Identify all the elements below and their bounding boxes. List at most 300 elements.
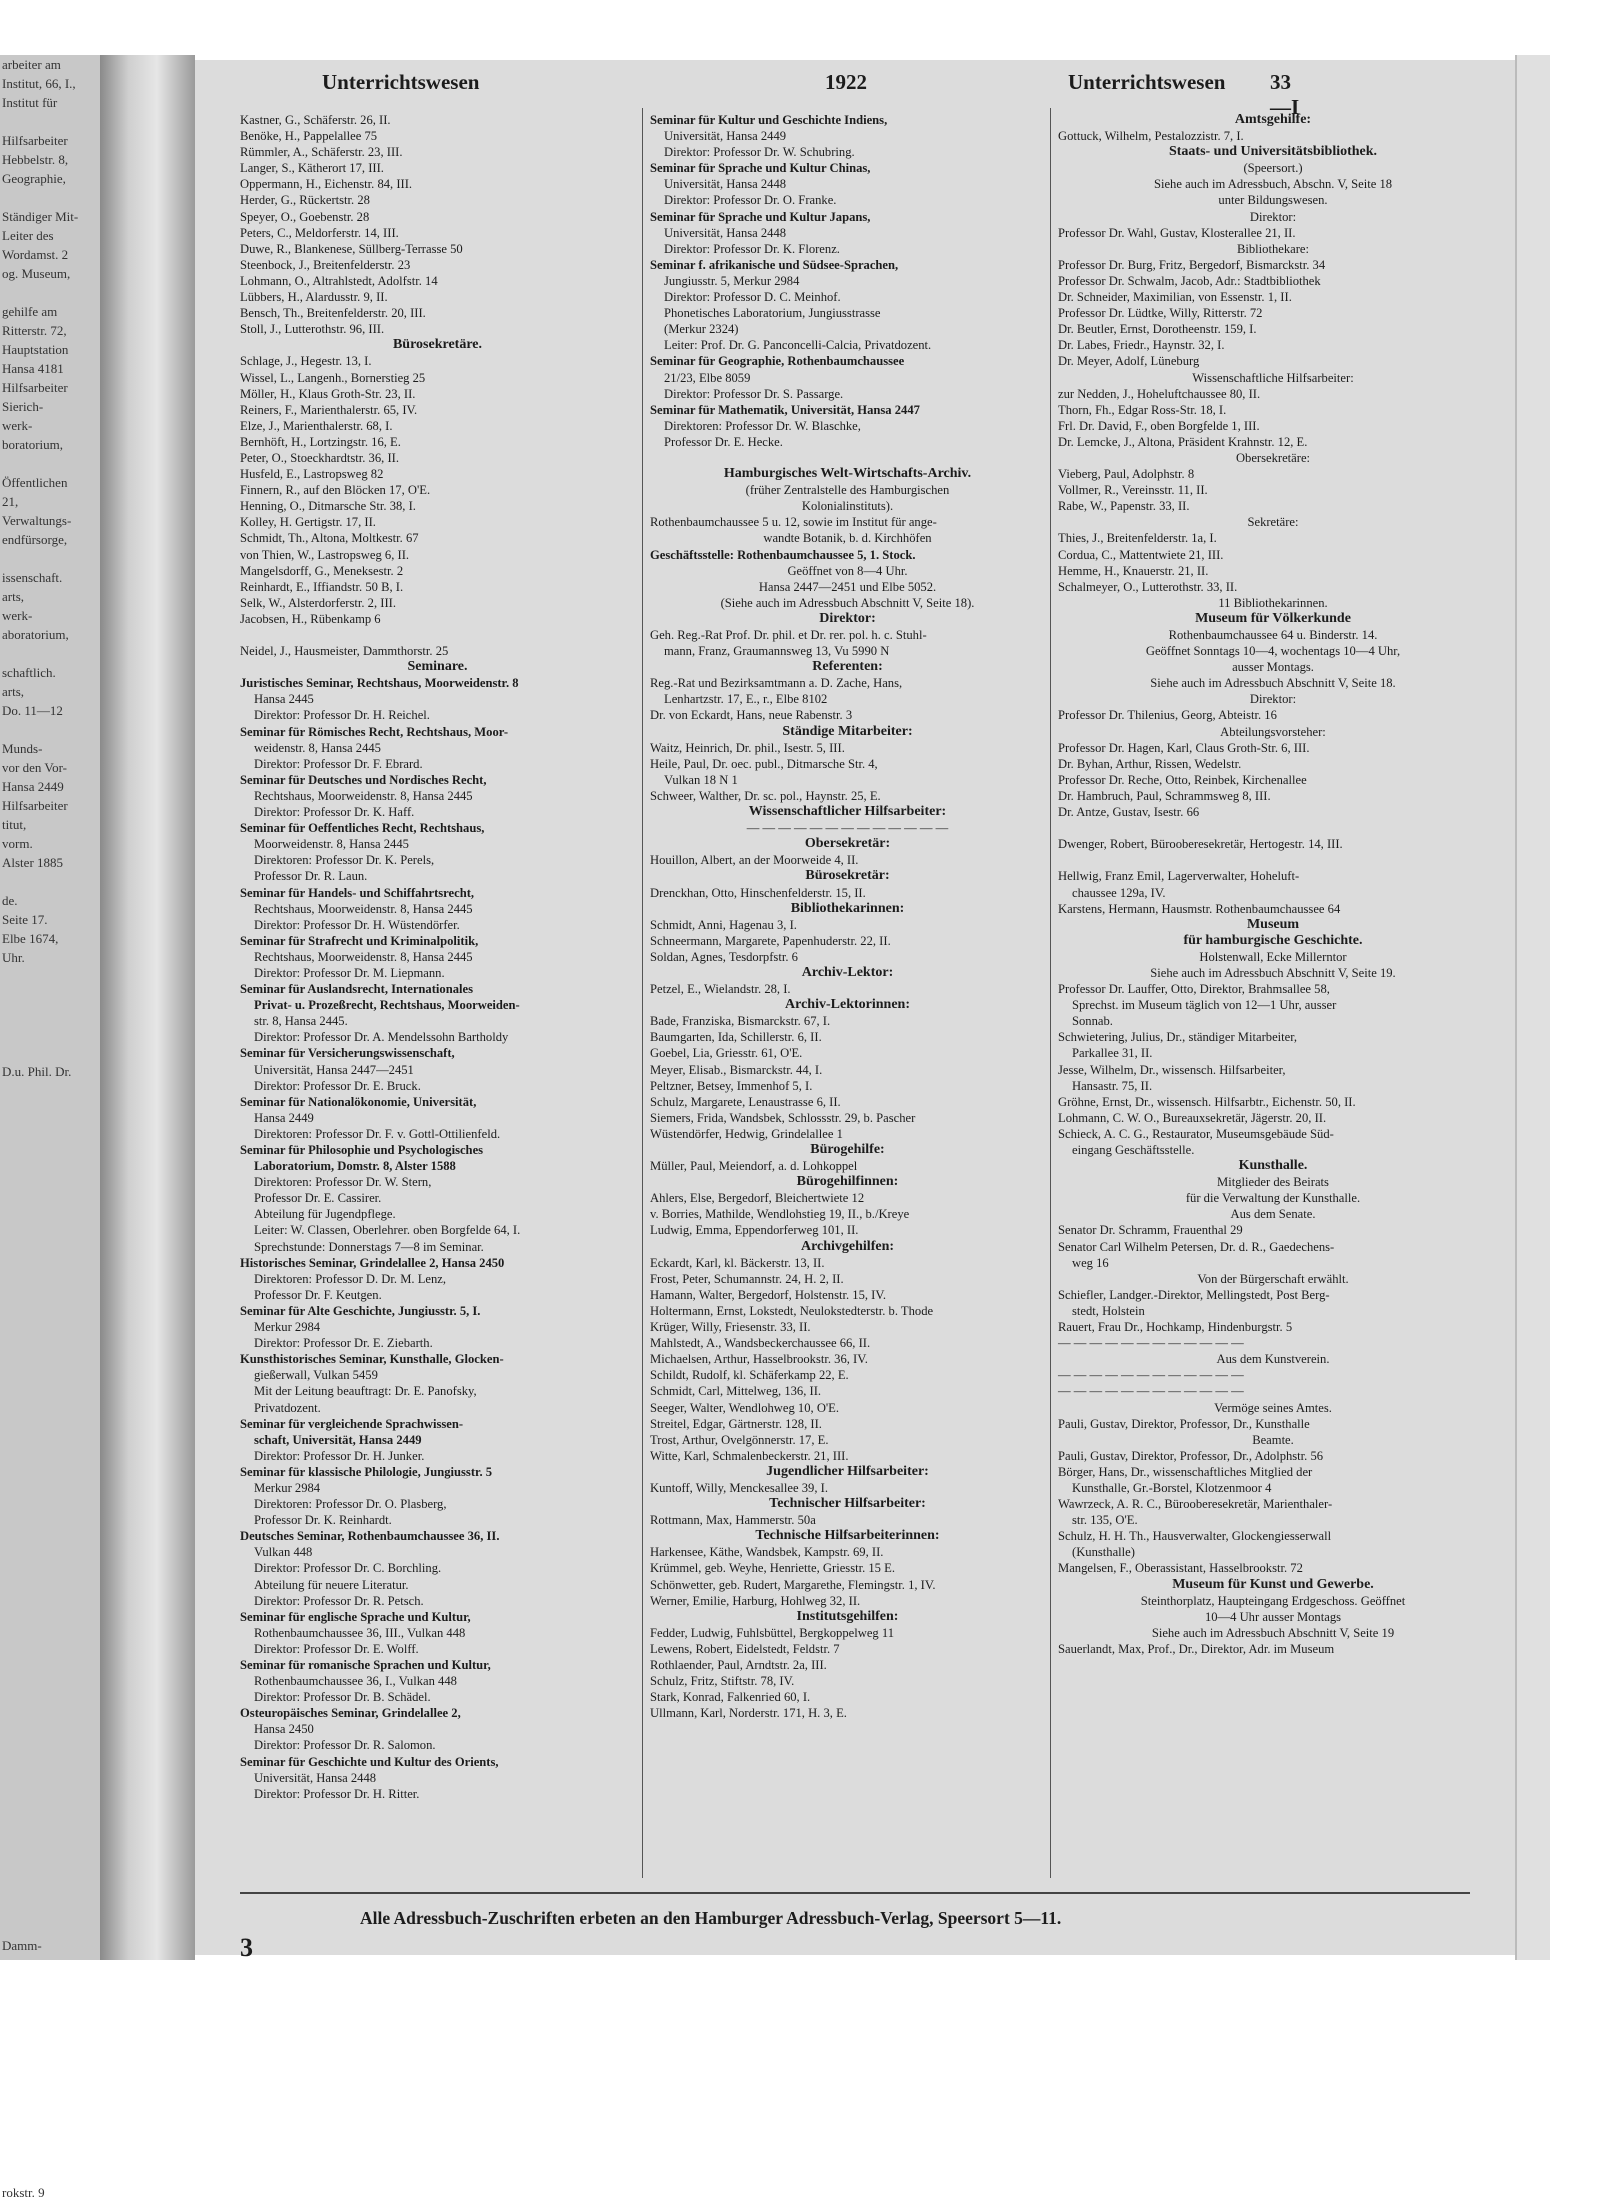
fragment-line: werk- [2, 608, 33, 623]
directory-entry: Dr. Schneider, Maximilian, von Essenstr. 1, II. [1058, 290, 1292, 305]
fragment-line: Institut für [2, 95, 58, 110]
directory-entry: Hansa 2447—2451 und Elbe 5052. [758, 579, 937, 594]
directory-entry: Schiefler, Landger.-Direktor, Mellingstedt, Post Berg- [1058, 1287, 1330, 1302]
directory-entry: Holstenwall, Ecke Millerntor [1199, 949, 1347, 964]
directory-entry: Dr. Beutler, Ernst, Dorotheenstr. 159, I. [1058, 322, 1257, 337]
header-year: 1922 [825, 70, 867, 94]
directory-entry: Direktor: [1249, 209, 1297, 224]
directory-entry: Schneermann, Margarete, Papenhuderstr. 22, II. [650, 933, 891, 948]
fragment-line: aboratorium, [2, 627, 69, 642]
directory-entry: für die Verwaltung der Kunsthalle. [1185, 1191, 1361, 1206]
fragment-line [0, 967, 100, 986]
fragment-line [0, 112, 100, 131]
directory-entry: schaft, Universität, Hansa 2449 [254, 1432, 422, 1447]
directory-entry: Krüger, Willy, Friesenstr. 33, II. [650, 1320, 811, 1335]
directory-entry: Schalmeyer, O., Lutterothstr. 33, II. [1058, 579, 1238, 594]
fragment-line [0, 644, 100, 663]
directory-entry: Universität, Hansa 2448 [664, 225, 787, 240]
directory-entry: Professor Dr. Lauffer, Otto, Direktor, Brahmsallee 58, [1058, 982, 1330, 997]
section-heading: Technischer Hilfsarbeiter: [769, 1496, 926, 1512]
directory-entry: Rechtshaus, Moorweidenstr. 8, Hansa 2445 [254, 788, 473, 803]
section-heading: für hamburgische Geschichte. [1183, 932, 1363, 948]
directory-entry: Dr. Antze, Gustav, Isestr. 66 [1058, 805, 1200, 820]
directory-entry: Sekretäre: [1247, 515, 1299, 530]
directory-entry: Hansa 2449 [254, 1110, 314, 1125]
directory-entry: (Speersort.) [1243, 161, 1303, 176]
directory-entry: Senator Carl Wilhelm Petersen, Dr. d. R., Gaedechens- [1058, 1239, 1335, 1254]
directory-entry: 10—4 Uhr ausser Montags [1204, 1609, 1342, 1624]
fragment-line: Hilfsarbeiter [2, 133, 68, 148]
directory-entry: Schulz, Fritz, Stiftstr. 78, IV. [650, 1674, 795, 1689]
directory-entry: Hellwig, Franz Emil, Lagerverwalter, Hoheluft- [1058, 869, 1300, 884]
directory-entry: — — — — — — — — — — — — [1058, 1336, 1244, 1351]
right-margin [1550, 55, 1600, 1960]
directory-entry: — — — — — — — — — — — — — [746, 821, 949, 836]
fragment-line: Elbe 1674, [2, 931, 59, 946]
directory-entry: Direktoren: Professor D. Dr. M. Lenz, [254, 1271, 447, 1286]
directory-entry: Fedder, Ludwig, Fuhlsbüttel, Bergkoppelweg 11 [650, 1625, 894, 1640]
directory-entry: Husfeld, E., Lastropsweg 82 [240, 467, 384, 482]
directory-entry: wandte Botanik, b. d. Kirchhöfen [763, 531, 932, 546]
fragment-line [0, 1898, 100, 1917]
directory-entry: Dr. Hambruch, Paul, Schrammsweg 8, III. [1058, 788, 1271, 803]
directory-entry: Reiners, F., Marienthalerstr. 65, IV. [240, 402, 418, 417]
directory-entry: Seminar für Mathematik, Universität, Hansa 2447 [650, 402, 920, 417]
directory-entry: Universität, Hansa 2448 [254, 1770, 377, 1785]
directory-entry: Historisches Seminar, Grindelallee 2, Hansa 2450 [240, 1255, 505, 1270]
directory-entry: Selk, W., Alsterdorferstr. 2, III. [240, 595, 396, 610]
directory-entry: Deutsches Seminar, Rothenbaumchaussee 36, II. [240, 1529, 500, 1544]
directory-entry: Hansa 2450 [254, 1722, 314, 1737]
directory-entry: Beamte. [1252, 1432, 1294, 1447]
directory-entry: Merkur 2984 [254, 1320, 321, 1335]
directory-entry: Michaelsen, Arthur, Hasselbrookstr. 36, IV. [650, 1352, 868, 1367]
directory-entry: Bernhöft, H., Lortzingstr. 16, E. [240, 434, 401, 449]
directory-entry: Direktoren: Professor Dr. F. v. Gottl-Ottilienfeld. [254, 1126, 501, 1141]
directory-entry: Heile, Paul, Dr. oec. publ., Ditmarsche Str. 4, [650, 756, 878, 771]
directory-entry: 21/23, Elbe 8059 [664, 370, 751, 385]
fragment-line [0, 1195, 100, 1214]
directory-entry: stedt, Holstein [1072, 1303, 1145, 1318]
fragment-line [0, 1613, 100, 1632]
directory-entry: Direktor: Professor Dr. H. Reichel. [254, 708, 430, 723]
directory-entry: Professor Dr. Schwalm, Jacob, Adr.: Stadtbibliothek [1058, 273, 1321, 288]
fragment-line: arts, [2, 589, 25, 604]
directory-entry: Schwietering, Julius, Dr., ständiger Mitarbeiter, [1058, 1030, 1298, 1045]
directory-entry: Kastner, G., Schäferstr. 26, II. [240, 113, 391, 127]
directory-entry: Langer, S., Kätherort 17, III. [240, 161, 384, 176]
directory-entry: (Kunsthalle) [1072, 1545, 1135, 1560]
directory-entry: Geschäftsstelle: Rothenbaumchaussee 5, 1. Stock. [650, 547, 916, 562]
directory-entry: Direktor: Professor Dr. K. Haff. [254, 805, 415, 820]
directory-entry: Professor Dr. E. Hecke. [664, 434, 783, 449]
directory-entry: str. 8, Hansa 2445. [254, 1014, 348, 1029]
column-2 [650, 112, 1045, 1872]
directory-entry: Seminar für Auslandsrecht, Internationales [240, 982, 474, 997]
fragment-line [0, 1138, 100, 1157]
directory-entry: Oppermann, H., Eichenstr. 84, III. [240, 177, 413, 192]
directory-entry: Direktoren: Professor Dr. W. Blaschke, [664, 418, 861, 433]
fragment-line [0, 1043, 100, 1062]
directory-entry: Lohmann, C. W. O., Bureauxsekretär, Jägerstr. 20, II. [1058, 1110, 1327, 1125]
fragment-line: Hansa 2449 [2, 779, 64, 794]
directory-entry: Direktor: Professor Dr. F. Ebrard. [254, 756, 423, 771]
directory-entry: Rechtshaus, Moorweidenstr. 8, Hansa 2445 [254, 901, 473, 916]
directory-entry: Duwe, R., Blankenese, Süllberg-Terrasse 50 [240, 241, 463, 256]
fragment-line [0, 1575, 100, 1594]
directory-entry: Müller, Paul, Meiendorf, a. d. Lohkoppel [650, 1159, 858, 1174]
directory-entry: Direktor: Professor Dr. S. Passarge. [664, 386, 844, 401]
directory-entry: Direktor: Professor Dr. O. Franke. [664, 193, 837, 208]
directory-entry: Professor Dr. F. Keutgen. [254, 1287, 382, 1302]
directory-entry: Moorweidenstr. 8, Hansa 2445 [254, 837, 409, 852]
directory-entry: Frost, Peter, Schumannstr. 24, H. 2, II. [650, 1271, 844, 1286]
fragment-line [0, 1252, 100, 1271]
directory-entry: Stoll, J., Lutterothstr. 96, III. [240, 322, 385, 337]
fragment-line [0, 1157, 100, 1176]
directory-entry: Mangelsdorff, G., Meneksestr. 2 [240, 563, 404, 578]
directory-entry: Siehe auch im Adressbuch Abschnitt V, Seite 19. [1150, 965, 1396, 980]
column-1 [240, 112, 635, 1872]
directory-entry: Direktor: Professor Dr. R. Salomon. [254, 1738, 436, 1753]
directory-entry: Dr. Labes, Friedr., Haynstr. 32, I. [1058, 338, 1225, 353]
directory-entry: Seminar für Römisches Recht, Rechtshaus, Moor- [240, 724, 509, 739]
directory-entry: Cordua, C., Mattentwiete 21, III. [1058, 547, 1224, 562]
fragment-line: Leiter des [2, 228, 54, 243]
section-heading: Staats- und Universitätsbibliothek. [1168, 144, 1378, 160]
fragment-line [0, 454, 100, 473]
section-heading: Museum für Kunst und Gewerbe. [1172, 1576, 1374, 1592]
fragment-line: Uhr. [2, 950, 25, 965]
bottom-margin [0, 1960, 1600, 2177]
fragment-line [0, 1746, 100, 1765]
fragment-line: Wordamst. 2 [2, 247, 69, 262]
directory-entry: Henning, O., Ditmarsche Str. 38, I. [240, 499, 416, 514]
directory-entry: Rauert, Frau Dr., Hochkamp, Hindenburgstr. 5 [1058, 1320, 1293, 1335]
directory-entry: Direktor: Professor Dr. C. Borchling. [254, 1561, 442, 1576]
fragment-line [0, 1651, 100, 1670]
fragment-line: Verwaltungs- [2, 513, 72, 528]
section-heading: Museum für Völkerkunde [1195, 610, 1351, 626]
section-heading: Wissenschaftlicher Hilfsarbeiter: [748, 804, 947, 820]
fragment-line [0, 1480, 100, 1499]
header-right-section: Unterrichtswesen [1068, 70, 1226, 94]
directory-entry: Professor Dr. K. Reinhardt. [254, 1513, 392, 1528]
directory-entry: Wissenschaftliche Hilfsarbeiter: [1192, 370, 1354, 385]
directory-entry: Professor Dr. E. Cassirer. [254, 1191, 382, 1206]
directory-entry: Kunsthalle, Gr.-Borstel, Klotzenmoor 4 [1072, 1480, 1272, 1495]
fragment-line: Institut, 66, I., [2, 76, 76, 91]
fragment-line [0, 1765, 100, 1784]
section-heading: Jugendlicher Hilfsarbeiter: [766, 1463, 929, 1479]
fragment-line [0, 1879, 100, 1898]
directory-entry: Merkur 2984 [254, 1480, 321, 1495]
section-heading: Seminare. [407, 659, 468, 675]
directory-entry: (früher Zentralstelle des Hamburgischen [745, 483, 950, 498]
fragment-line: Geographie, [2, 171, 66, 186]
directory-entry: Seminar für Geographie, Rothenbaumchaussee [650, 354, 905, 369]
directory-entry: Vollmer, R., Vereinsstr. 11, II. [1058, 483, 1208, 498]
directory-entry: unter Bildungswesen. [1218, 193, 1328, 208]
directory-entry: Baumgarten, Ida, Schillerstr. 6, II. [650, 1030, 822, 1045]
directory-entry: Senator Dr. Schramm, Frauenthal 29 [1058, 1223, 1243, 1238]
section-heading: Institutsgehilfen: [796, 1608, 899, 1624]
fragment-line [0, 1556, 100, 1575]
fragment-line [0, 1822, 100, 1841]
section-heading: Bürosekretäre. [392, 337, 483, 353]
directory-entry: Abteilung für Jugendpflege. [254, 1207, 396, 1222]
directory-entry: Sprechst. im Museum täglich von 12—1 Uhr, ausser [1072, 998, 1337, 1013]
directory-entry: Reinhardt, E., Iffiandstr. 50 B, I. [240, 579, 404, 594]
directory-entry: Seminar für Versicherungswissenschaft, [240, 1046, 455, 1061]
directory-entry: Drenckhan, Otto, Hinschenfelderstr. 15, II. [650, 885, 866, 900]
directory-entry: Kolonialinstituts). [801, 499, 894, 514]
directory-entry: Seminar für Philosophie und Psychologisches [240, 1143, 484, 1157]
directory-entry: Hemme, H., Knauerstr. 21, II. [1058, 563, 1209, 578]
fragment-line [0, 1100, 100, 1119]
directory-entry: Universität, Hansa 2448 [664, 177, 787, 192]
fragment-line: werk- [2, 418, 33, 433]
fragment-line: Hebbelstr. 8, [2, 152, 69, 167]
fragment-line [0, 1385, 100, 1404]
directory-entry: Seminar für Alte Geschichte, Jungiusstr. 5, I. [240, 1303, 481, 1318]
directory-entry: — — — — — — — — — — — — [1058, 1384, 1244, 1399]
directory-entry: Vieberg, Paul, Adolphstr. 8 [1058, 467, 1195, 482]
directory-entry: Leiter: Prof. Dr. G. Panconcelli-Calcia, Privatdozent. [664, 338, 932, 353]
directory-entry: Houillon, Albert, an der Moorweide 4, II. [650, 853, 859, 868]
directory-entry: Rechtshaus, Moorweidenstr. 8, Hansa 2445 [254, 949, 473, 964]
directory-entry: Von der Bürgerschaft erwählt. [1197, 1271, 1349, 1286]
directory-entry: Eckardt, Karl, kl. Bäckerstr. 13, II. [650, 1255, 825, 1270]
fragment-line [0, 1632, 100, 1651]
fragment-line [0, 1689, 100, 1708]
fragment-line [0, 549, 100, 568]
directory-entry: Professor Dr. Lüdtke, Willy, Ritterstr. 72 [1058, 306, 1263, 321]
directory-entry: Schildt, Rudolf, kl. Schäferkamp 22, E. [650, 1368, 849, 1383]
directory-entry: Jacobsen, H., Rübenkamp 6 [240, 611, 381, 626]
directory-entry: Pauli, Gustav, Direktor, Professor, Dr., Adolphstr. 56 [1058, 1448, 1324, 1463]
section-heading: Kunsthalle. [1238, 1158, 1308, 1174]
directory-entry: Waitz, Heinrich, Dr. phil., Isestr. 5, III. [650, 740, 845, 755]
directory-entry: von Thien, W., Lastropsweg 6, II. [240, 547, 410, 562]
directory-entry: Rottmann, Max, Hammerstr. 50a [650, 1513, 816, 1528]
directory-entry: Lenhartzstr. 17, E., r., Elbe 8102 [664, 692, 828, 707]
directory-entry: Harkensee, Käthe, Wandsbek, Kampstr. 69, II. [650, 1545, 884, 1560]
directory-entry: Schmidt, Th., Altona, Moltkestr. 67 [240, 531, 419, 546]
directory-entry: Siehe auch im Adressbuch Abschnitt V, Seite 19 [1151, 1625, 1395, 1640]
adjacent-page-fragment [0, 55, 100, 2200]
page-edge [1515, 55, 1552, 1960]
directory-entry: Sauerlandt, Max, Prof., Dr., Direktor, Adr. im Museum [1058, 1641, 1335, 1656]
directory-entry: Schlage, J., Hegestr. 13, I. [240, 354, 372, 369]
directory-entry: Peters, C., Meldorferstr. 14, III. [240, 225, 399, 240]
directory-entry: Sonnab. [1072, 1014, 1113, 1029]
fragment-line [0, 1442, 100, 1461]
directory-entry: Mangelsen, F., Oberassistant, Hasselbrookstr. 72 [1058, 1561, 1303, 1576]
fragment-line: Munds- [2, 741, 43, 756]
running-header [40, 70, 1300, 119]
directory-entry: Direktor: Professor Dr. H. Wüstendörfer. [254, 917, 460, 932]
directory-entry [1058, 820, 1488, 836]
section-heading: Hamburgisches Welt-Wirtschafts-Archiv. [723, 466, 972, 482]
directory-entry [240, 627, 635, 643]
directory-entry: Mit der Leitung beauftragt: Dr. E. Panofsky, [254, 1384, 477, 1399]
header-left-section: Unterrichtswesen [322, 70, 480, 94]
fragment-line [0, 1670, 100, 1689]
fragment-line [0, 1784, 100, 1803]
fragment-line [0, 1024, 100, 1043]
directory-entry: Abteilung für neuere Literatur. [254, 1577, 409, 1592]
directory-entry: Direktor: Professor Dr. W. Schubring. [664, 145, 855, 160]
directory-entry: Finnern, R., auf den Blöcken 17, O'E. [240, 483, 431, 498]
directory-entry: Hansastr. 75, II. [1072, 1078, 1153, 1093]
directory-entry: Hamann, Walter, Bergedorf, Holstenstr. 15, IV. [650, 1287, 886, 1302]
directory-entry: Obersekretäre: [1235, 450, 1311, 465]
directory-entry: Mitglieder des Beirats [1217, 1175, 1329, 1190]
directory-entry: Aus dem Kunstverein. [1216, 1352, 1330, 1367]
directory-entry: Direktor: Professor Dr. H. Ritter. [254, 1786, 420, 1801]
directory-entry: Seminar für Strafrecht und Kriminalpolitik, [240, 933, 479, 948]
fragment-line: de. [2, 893, 18, 908]
section-heading: Bürosekretär: [805, 868, 890, 884]
directory-entry: Wissel, L., Langenh., Bornerstieg 25 [240, 370, 426, 385]
directory-entry: Ullmann, Karl, Norderstr. 171, H. 3, E. [650, 1706, 847, 1721]
directory-entry: Stark, Konrad, Falkenried 60, I. [650, 1690, 811, 1705]
directory-entry: Direktor: Professor Dr. M. Liepmann. [254, 965, 445, 980]
directory-entry: Holtermann, Ernst, Lokstedt, Neulokstedterstr. b. Thode [650, 1303, 934, 1318]
directory-entry: Karstens, Hermann, Hausmstr. Rothenbaumchaussee 64 [1058, 901, 1341, 916]
directory-entry: Meyer, Elisab., Bismarckstr. 44, I. [650, 1062, 823, 1077]
fragment-line: D.u. Phil. Dr. [2, 1064, 72, 1079]
directory-entry: Mahlstedt, A., Wandsbeckerchaussee 66, II. [650, 1336, 871, 1351]
fragment-line [0, 1461, 100, 1480]
directory-entry: Gottuck, Wilhelm, Pestalozzistr. 7, I. [1058, 129, 1244, 144]
directory-entry: Geöffnet von 8—4 Uhr. [787, 563, 908, 578]
directory-entry: Elze, J., Marienthalerstr. 68, I. [240, 418, 393, 433]
directory-entry: Osteuropäisches Seminar, Grindelallee 2, [240, 1706, 461, 1721]
directory-entry: Schieck, A. C. G., Restaurator, Museumsgebäude Süd- [1058, 1126, 1334, 1141]
directory-entry: Neidel, J., Hausmeister, Dammthorstr. 25 [240, 644, 449, 659]
directory-entry: Vermöge seines Amtes. [1214, 1400, 1332, 1415]
directory-entry: Schmidt, Carl, Mittelweg, 136, II. [650, 1384, 822, 1399]
directory-entry: 11 Bibliothekarinnen. [1218, 595, 1328, 610]
fragment-line: titut, [2, 817, 27, 832]
directory-entry: Direktor: Professor Dr. E. Wolff. [254, 1641, 419, 1656]
directory-entry: Steinthorplatz, Haupteingang Erdgeschoss. Geöffnet [1140, 1593, 1406, 1608]
directory-entry: Peter, O., Stoeckhardtstr. 36, II. [240, 450, 399, 465]
header-page-code: 33—I [1270, 70, 1300, 119]
directory-entry: chaussee 129a, IV. [1072, 885, 1166, 900]
directory-entry: Krümmel, geb. Weyhe, Henriette, Griesstr. 15 E. [650, 1561, 895, 1576]
fragment-line: boratorium, [2, 437, 64, 452]
directory-entry: eingang Geschäftsstelle. [1072, 1143, 1195, 1157]
directory-entry: Privatdozent. [254, 1400, 321, 1415]
fragment-line [0, 1271, 100, 1290]
directory-entry: Goebel, Lia, Griesstr. 61, O'E. [650, 1046, 803, 1061]
directory-entry: Seminar für klassische Philologie, Jungiusstr. 5 [240, 1464, 493, 1479]
directory-entry: str. 135, O'E. [1072, 1513, 1138, 1528]
directory-entry: Bade, Franziska, Bismarckstr. 67, I. [650, 1014, 831, 1029]
fragment-line [0, 720, 100, 739]
section-heading: Referenten: [812, 659, 883, 675]
fragment-line [0, 1404, 100, 1423]
directory-entry: Siehe auch im Adressbuch, Abschn. V, Seite 18 [1153, 177, 1393, 192]
directory-entry: Privat- u. Prozeßrecht, Rechtshaus, Moorweiden- [254, 998, 520, 1013]
directory-entry: Laboratorium, Domstr. 8, Alster 1588 [254, 1159, 456, 1174]
fragment-line [0, 1917, 100, 1936]
fragment-line: Hauptstation [2, 342, 69, 357]
fragment-line [0, 1081, 100, 1100]
directory-entry: Rothlaender, Paul, Arndtstr. 2a, III. [650, 1658, 827, 1672]
fragment-line: vor den Vor- [2, 760, 67, 775]
directory-entry: Direktor: Professor Dr. B. Schädel. [254, 1690, 431, 1705]
directory-entry: Soldan, Agnes, Tesdorpfstr. 6 [650, 949, 798, 964]
section-heading: Archivgehilfen: [800, 1238, 895, 1254]
directory-entry: Bibliothekare: [1236, 241, 1310, 256]
directory-entry: Petzel, E., Wielandstr. 28, I. [650, 982, 791, 997]
directory-entry: Seminar für vergleichende Sprachwissen- [240, 1416, 464, 1431]
page-number: 3 [240, 1933, 253, 1962]
fragment-line: rokstr. 9 [2, 2185, 45, 2200]
directory-entry: Rothenbaumchaussee 36, III., Vulkan 448 [254, 1625, 466, 1640]
column-rule [642, 108, 643, 1878]
directory-entry: gießerwall, Vulkan 5459 [254, 1368, 378, 1383]
fragment-line [0, 1518, 100, 1537]
directory-entry: (Merkur 2324) [664, 322, 739, 337]
directory-entry: Direktor: Professor Dr. H. Junker. [254, 1448, 425, 1463]
directory-entry: Seminar für Handels- und Schiffahrtsrecht, [240, 885, 475, 900]
fragment-line: Hilfsarbeiter [2, 380, 68, 395]
fragment-line [0, 283, 100, 302]
column-3 [1058, 112, 1488, 1872]
directory-entry: Streitel, Edgar, Gärtnerstr. 128, II. [650, 1416, 822, 1431]
fragment-line [0, 1594, 100, 1613]
fragment-line: Hansa 4181 [2, 361, 64, 376]
directory-entry: Witte, Karl, Schmalenbeckerstr. 21, III. [650, 1448, 849, 1463]
directory-entry: Seminar f. afrikanische und Südsee-Sprachen, [650, 257, 899, 272]
directory-entry: Juristisches Seminar, Rechtshaus, Moorweidenstr. 8 [240, 676, 519, 691]
directory-entry: zur Nedden, J., Hoheluftchaussee 80, II. [1058, 386, 1261, 401]
directory-entry: Direktoren: Professor Dr. W. Stern, [254, 1175, 432, 1190]
directory-entry: Seminar für Sprache und Kultur Japans, [650, 209, 871, 224]
directory-entry: Universität, Hansa 2449 [664, 129, 787, 144]
directory-entry: Rabe, W., Papenstr. 33, II. [1058, 499, 1190, 514]
fragment-line [0, 1233, 100, 1252]
directory-entry: Seminar für Geschichte und Kultur des Orients, [240, 1754, 499, 1769]
fragment-line: arbeiter am [2, 57, 61, 72]
directory-entry: Seminar für Oeffentliches Recht, Rechtshaus, [240, 821, 485, 836]
directory-entry: Seeger, Walter, Wendlohweg 10, O'E. [650, 1400, 840, 1415]
column-rule [1050, 108, 1051, 1878]
directory-entry: Schweer, Walther, Dr. sc. pol., Haynstr. 25, E. [650, 788, 881, 803]
directory-entry: Seminar für Kultur und Geschichte Indiens, [650, 113, 888, 127]
section-heading: Bürogehilfinnen: [796, 1174, 899, 1190]
fragment-line [0, 1803, 100, 1822]
fragment-line: Ständiger Mit- [2, 209, 79, 224]
directory-entry: Dr. Lemcke, J., Altona, Präsident Krahnstr. 12, E. [1058, 434, 1308, 449]
directory-entry: Rothenbaumchaussee 36, I., Vulkan 448 [254, 1674, 457, 1689]
section-heading: Bürogehilfe: [810, 1142, 885, 1157]
directory-entry: Schönwetter, geb. Rudert, Margarethe, Flemingstr. 1, IV. [650, 1577, 936, 1592]
directory-entry: Rothenbaumchaussee 64 u. Binderstr. 14. [1168, 628, 1378, 642]
fragment-line: endfürsorge, [2, 532, 68, 547]
directory-entry: Kunsthistorisches Seminar, Kunsthalle, Glocken- [240, 1352, 504, 1367]
directory-entry: Möller, H., Klaus Groth-Str. 23, II. [240, 386, 416, 401]
fragment-line [0, 1328, 100, 1347]
fragment-line [0, 1176, 100, 1195]
fragment-line: gehilfe am [2, 304, 58, 319]
footer-rule [240, 1892, 1470, 1894]
